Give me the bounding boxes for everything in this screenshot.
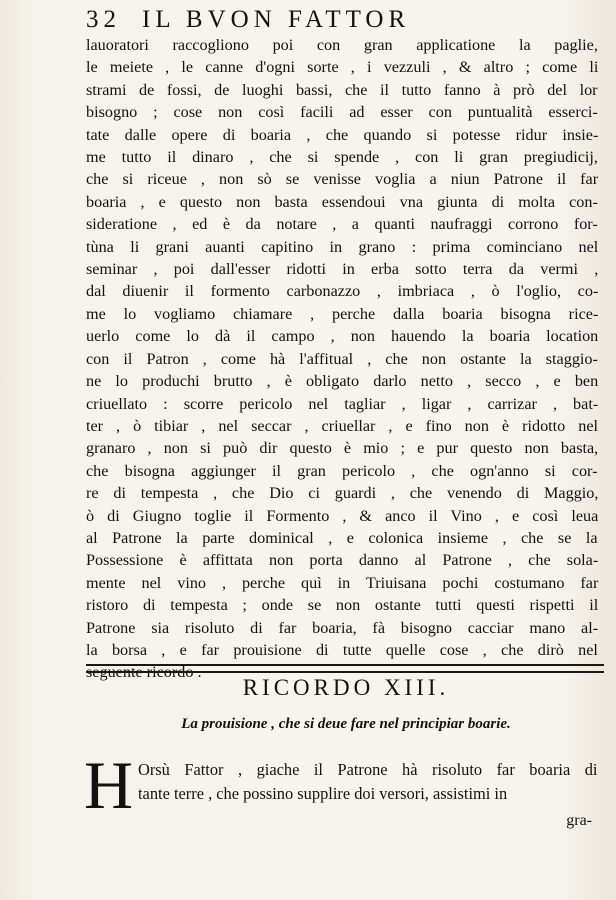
text-line: dal diuenir il formento carbonazzo , imbriaca , ò l'oglio, co- [86,282,599,301]
text-line: le meiete , le canne d'ogni sorte , i vezzuli , & altro ; come li [86,58,599,77]
main-text-block [86,34,598,684]
drop-cap: H [84,747,134,823]
text-line: bisogno ; cose non così facili ad esser con puntualità esserci- [86,103,598,122]
running-title: IL BVON FATTOR [142,6,411,33]
text-line: me lo vogliamo chiamare , perche dalla boaria bisogna rice- [86,304,599,323]
text-line: la borsa , e far prouisione di tutte quelle cose , che dirò nel [86,640,598,659]
text-line: tate dalle opere di boaria , che quando si potesse ridur insie- [86,125,599,144]
text-line: tante terre , che possino supplire doi versori, assistimi in [138,784,508,803]
text-line: ter , ò tibiar , nel seccar , criuellar , e fino non è ridotto nel [86,416,599,435]
page-number: 32 [86,6,121,33]
text-line: boaria , e questo non basta essendoui vna giunta di molta con- [86,192,598,211]
text-line: ristoro di tempesta ; onde se non ostante tutti questi rispetti il [86,596,599,615]
text-line: seguente ricordo . [86,663,202,682]
text-line: seminar , poi dall'esser ridotti in erba sotto terra da vermi , [86,260,599,279]
text-line: Possessione è affittata non porta danno al Patrone , che sola- [86,551,599,570]
text-line: al Patrone la parte dominical , e colonica insieme , che se la [86,528,598,547]
text-line: con il Patron , come hà l'affitual , che non ostante la staggio- [86,349,598,368]
text-line: che si riceue , non sò se venisse voglia a niun Patrone il far [86,170,599,189]
text-line: ò di Giugno toglie il Formento , & anco il Vino , e così leua [86,506,599,525]
text-line: ne lo produchi brutto , è obligato darlo netto , secco , e ben [86,372,599,391]
text-line: granaro , non si può dir questo è mio ; e pur questo non basta, [86,439,599,458]
text-line: Orsù Fattor , giache il Patrone hà risoluto far boaria di [138,760,598,779]
second-paragraph [138,758,598,806]
text-line: criuellato : scorre pericolo nel tagliar , ligar , carrizar , bat- [86,394,599,413]
text-line: tùna li grani auanti capitino in grano : prima cominciano nel [86,237,599,256]
text-line: che bisogna aggiunger il gran pericolo , che ogn'anno si cor- [86,461,598,480]
text-line: me tutto il dinaro , che si spende , con li gran pregiudicij, [86,148,598,167]
text-line: re di tempesta , che Dio ci guardi , che venendo di Maggio, [86,484,599,503]
section-subtitle: La prouisione , che si deue fare nel principiar boarie. [181,716,511,732]
text-line: Patrone sia risoluto di far boaria, fà bisogno cacciar mano al- [86,618,599,637]
catchword: gra- [566,812,592,829]
section-divider-rule [86,664,604,673]
text-line: mente nel vino , perche quì in Triuisana pochi costumano far [86,573,599,592]
text-line: sideratione , ed è da notare , a quanti naufraggi corrono for- [86,215,598,234]
text-line: strami de fossi, de luoghi bassi, che il tutto fanno à prò del lor [86,80,598,99]
section-title: RICORDO XIII. [242,675,450,700]
text-line: lauoratori raccogliono poi con gran applicatione la paglie, [86,36,598,54]
text-line: uerlo come lo dà il campo , non hauendo la boaria location [86,327,599,346]
